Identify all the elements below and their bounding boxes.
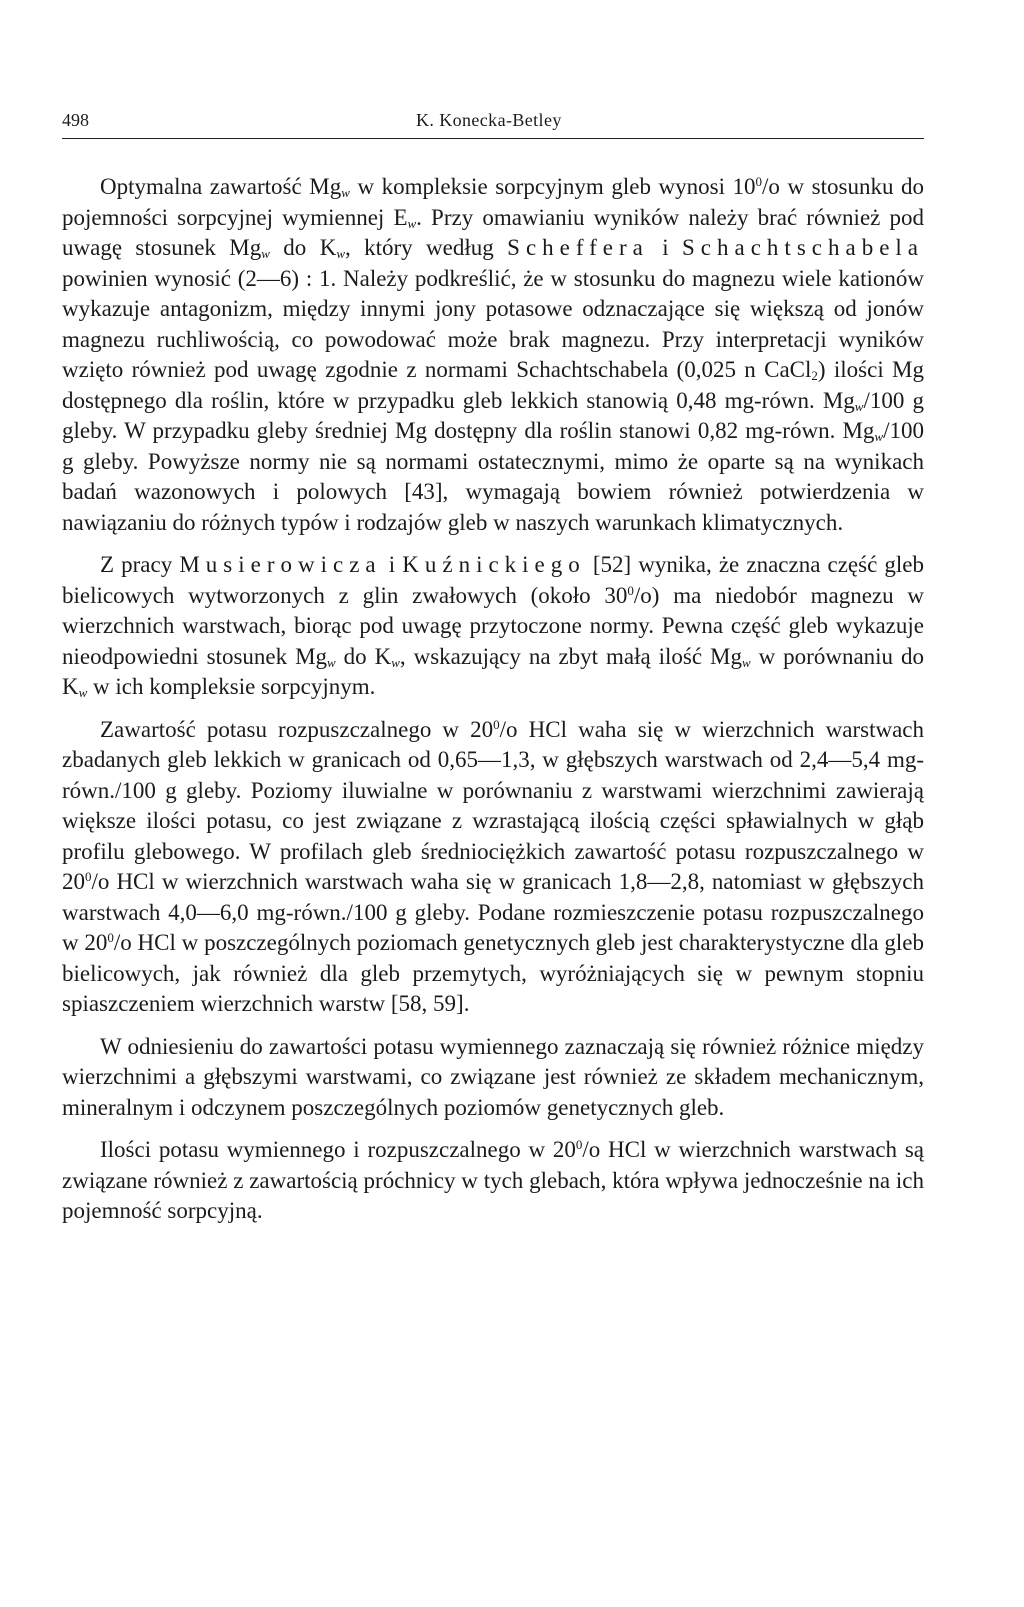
text-run: w ich kompleksie sorpcyjnym. <box>87 674 376 699</box>
text-run: [52] wynika, że znaczna część gleb bielicowych wytworzonych z glin zwałowych (około 30 <box>62 552 925 608</box>
paragraph <box>62 550 924 703</box>
running-header <box>62 104 924 139</box>
text-run: /100 g gleby. W przypadku gleby średniej Mg dostępny dla roślin stanowi 0,82 mg-równ. Mg <box>62 387 924 443</box>
text-run: w porównaniu do K <box>62 643 924 699</box>
paragraph <box>62 1032 924 1124</box>
text-run: , który według <box>344 235 508 260</box>
text-run: Z pracy <box>100 552 180 577</box>
subscript: w <box>341 185 350 200</box>
subscript: w <box>391 654 400 670</box>
page-number: 498 <box>62 110 89 130</box>
paragraph <box>62 1135 924 1227</box>
text-run: do K <box>269 235 337 260</box>
subscript: w <box>407 215 417 231</box>
text-run: /o w stosunku do pojemności sorpcyjnej wymiennej E <box>62 174 925 230</box>
subscript: w <box>854 398 864 414</box>
superscript: 0 <box>85 869 92 884</box>
text-run: Ilości potasu wymiennego i rozpuszczalnego w 20 <box>100 1137 576 1162</box>
text-run: i <box>381 552 403 577</box>
spaced-author-name: Scheffera <box>507 235 649 260</box>
text-run: Zawartość potasu rozpuszczalnego w 20 <box>100 716 494 742</box>
subscript: w <box>742 654 751 670</box>
text-run: ) ilości Mg dostępnego dla roślin, które w przypadku gleb lekkich stanowią 0,48 mg-równ. Mg <box>62 357 924 413</box>
superscript: 0 <box>755 174 763 189</box>
subscript: w <box>336 246 345 261</box>
text-run: Optymalna zawartość Mg <box>100 174 342 199</box>
superscript: 0 <box>575 1137 583 1152</box>
superscript: 0 <box>107 930 114 945</box>
subscript: w <box>78 685 88 700</box>
text-run: w kompleksie sorpcyjnym gleb wynosi 10 <box>349 174 756 199</box>
spaced-author-name: Musierowicza <box>179 552 382 577</box>
text-run: W odniesieniu do zawartości potasu wymiennego zaznaczają się również różnice między wierzchnimi a głębszymi warstwami, co związane jest również ze składem mechanicznym, mineralnym i odczynem poszczególnych poziomów genetycznych gleb. <box>62 1033 924 1120</box>
spaced-author-name: Kuźnickiego <box>402 552 586 577</box>
text-run: . Przy omawianiu wyników należy brać również pod uwagę stosunek Mg <box>62 204 924 260</box>
subscript: w <box>261 246 270 261</box>
body-text <box>62 172 924 1227</box>
running-author: K. Konecka-Betley <box>416 110 562 130</box>
subscript: 2 <box>811 368 818 383</box>
spaced-author-name: Schachtschabela <box>682 235 924 260</box>
text-run: /o HCl w wierzchnich warstwach waha się w granicach 1,8—2,8, natomiast w głębszych warstwach 4,0—6,0 mg-równ./100 g gleby. Podane rozmieszczenie potasu rozpuszczalnego w 20 <box>62 869 924 955</box>
text-run: /o HCl w wierzchnich warstwach są związane również z zawartością próchnicy w tych glebach, która wpływa jednocześnie na ich pojemność sorpcyjną. <box>62 1137 924 1223</box>
paragraph <box>62 172 924 538</box>
subscript: w <box>874 429 884 444</box>
text-run: /o HCl w poszczególnych poziomach genetycznych gleb jest charakterystyczne dla gleb bielicowych, jak również dla gleb przemytych, wyróżniających się w pewnym stopniu spiaszczeniem wierzchnich warstw [58, 59]. <box>62 930 924 1016</box>
subscript: w <box>327 654 336 670</box>
text-run: powinien wynosić (2—6) : 1. Należy podkreślić, że w stosunku do magnezu wiele kationów wykazuje antagonizm, między innymi jony potasowe odznaczające się większą od jonów magnezu ruchliwością, co powodować może brak magnezu. Przy interpretacji wyników wzięto również pod uwagę zgodnie z normami Schachtschabela (0,025 n CaCl <box>62 265 924 382</box>
text-run: /o HCl waha się w wierzchnich warstwach zbadanych gleb lekkich w granicach od 0,65—1,3, w głębszych warstwach od 2,4—5,4 mg-równ./100 g gleby. Poziomy iluwialne w porównaniu z warstwami wierzchnimi zawierają większe ilości potasu, co jest związane z wzrastającą ilością części spławialnych w głąb profilu glebowego. W profilach gleb średniociężkich zawartość potasu rozpuszczalnego w 20 <box>62 716 924 894</box>
text-run: do K <box>335 643 392 669</box>
text-run: i <box>648 235 683 260</box>
paragraph <box>62 715 924 1020</box>
text-run: , wskazujący na zbyt małą ilość Mg <box>399 643 742 669</box>
superscript: 0 <box>627 582 634 598</box>
text-run: /o) ma niedobór magnezu w wierzchnich warstwach, biorąc pod uwagę przytoczone normy. Pewna część gleb wykazuje nieodpowiedni stosunek Mg <box>62 582 924 669</box>
text-run: /100 g gleby. Powyższe normy nie są normami ostatecznymi, mimo że oparte są na wynikach badań wazonowych i polowych [43], wymagają bowiem również potwierdzenia w nawiązaniu do różnych typów i rodzajów gleb w naszych warunkach klimatycznych. <box>62 418 924 535</box>
superscript: 0 <box>493 716 500 732</box>
